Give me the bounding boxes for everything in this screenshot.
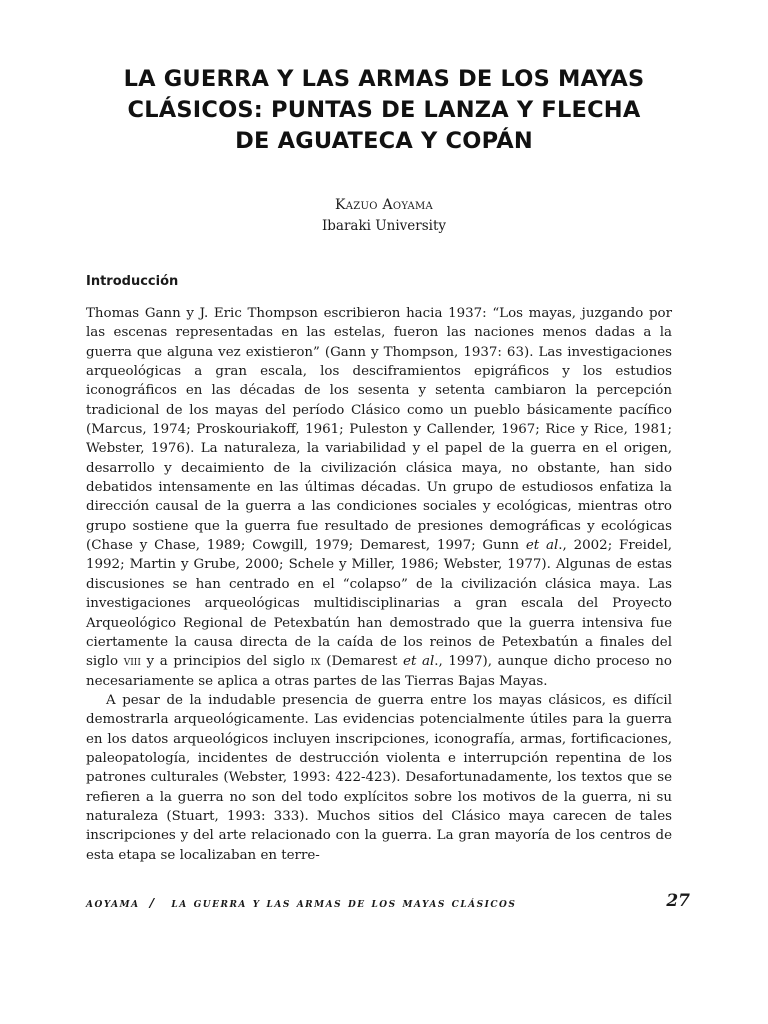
p1-text-3: y a principios del siglo [140, 654, 311, 670]
running-head-title: la guerra y las armas de los mayas clásicos [171, 895, 517, 910]
paragraph-1 [86, 304, 672, 691]
section-heading: Introducción [86, 274, 179, 289]
p1-century-viii: viii [123, 654, 141, 669]
author-affiliation: Ibaraki University [321, 218, 447, 234]
title-line-3: DE AGUATECA Y COPÁN [235, 128, 533, 154]
running-head-author: aoyama [86, 895, 140, 910]
title-line-1: LA GUERRA Y LAS ARMAS DE LOS MAYAS [123, 66, 645, 92]
p1-et-al-2: et al [403, 654, 435, 670]
running-head-separator: / [149, 895, 156, 910]
p1-et-al-1: et al [525, 538, 559, 554]
author-name: Kazuo Aoyama [334, 197, 434, 213]
p1-text-4: (Demarest [320, 654, 404, 670]
body-text [86, 304, 672, 865]
p1-text-5: ., 1997), aunque dicho proceso no necesariamente se aplica a otras partes de las Tierras Bajas Mayas. [86, 654, 672, 689]
title-line-2: CLÁSICOS: PUNTAS DE LANZA Y FLECHA [127, 97, 641, 123]
paragraph-2: A pesar de la indudable presencia de guerra entre los mayas clásicos, es difícil demostrarla arqueológicamente. Las evidencias potencialmente útiles para la guerra en los datos arqueológicos incluyen inscripciones, iconografía, armas, fortificaciones, paleopatología, incidentes de destrucción violenta e interrupción repentina de los patrones culturales (Webster, 1993: 422-423). Desafortunadamente, los textos que se refieren a la guerra no son del todo explícitos sobre los motivos de la guerra, ni su naturaleza (Stuart, 1993: 333). Muchos sitios del Clásico maya carecen de tales inscripciones y del arte relacionado con la guerra. La gran mayoría de los centros de esta etapa se localizaban en terre- [86, 692, 672, 863]
p1-century-ix: ix [310, 654, 321, 669]
article-title [60, 64, 708, 157]
p1-text-1: Thomas Gann y J. Eric Thompson escribieron hacia 1937: “Los mayas, juzgando por las escenas representadas en las estelas, fueron las naciones menos dadas a la guerra que alguna vez existieron” (Gann y Thompson, 1937: 63). Las investigaciones arqueológicas a gran escala, los desciframientos epigráficos y los estudios iconográficos en las décadas de los sesenta y setenta cambiaron la percepción tradicional de los mayas del período Clásico como un pueblo básicamente pacífico (Marcus, 1974; Proskouriakoff, 1961; Puleston y Callender, 1967; Rice y Rice, 1981; Webster, 1976). La naturaleza, la variabilidad y el papel de la guerra en el origen, desarrollo y decaimiento de la civilización clásica maya, no obstante, han sido debatidos intensamente en las últimas décadas. Un grupo de estudiosos enfatiza la dirección causal de la guerra a las condiciones sociales y ecológicas, mientras otro grupo sostiene que la guerra fue resultado de presiones demográficas y ecológicas (Chase y Chase, 1989; Cowgill, 1979; Demarest, 1997; Gunn [86, 306, 672, 554]
p1-text-2: ., 2002; Freidel, 1992; Martin y Grube, 2000; Schele y Miller, 1986; Webster, 1977). Algunas de estas discusiones se han centrado en el “colapso” de la civilización clásica maya. Las investigaciones arqueológicas multidisciplinarias a gran escala del Proyecto Arqueológico Regional de Petexbatún han demostrado que la guerra intensiva fue ciertamente la causa directa de la caída de los reinos de Petexbatún a finales del siglo [86, 538, 672, 670]
page-number: 27 [666, 891, 690, 911]
running-head [86, 895, 516, 910]
page-footer [86, 891, 690, 917]
